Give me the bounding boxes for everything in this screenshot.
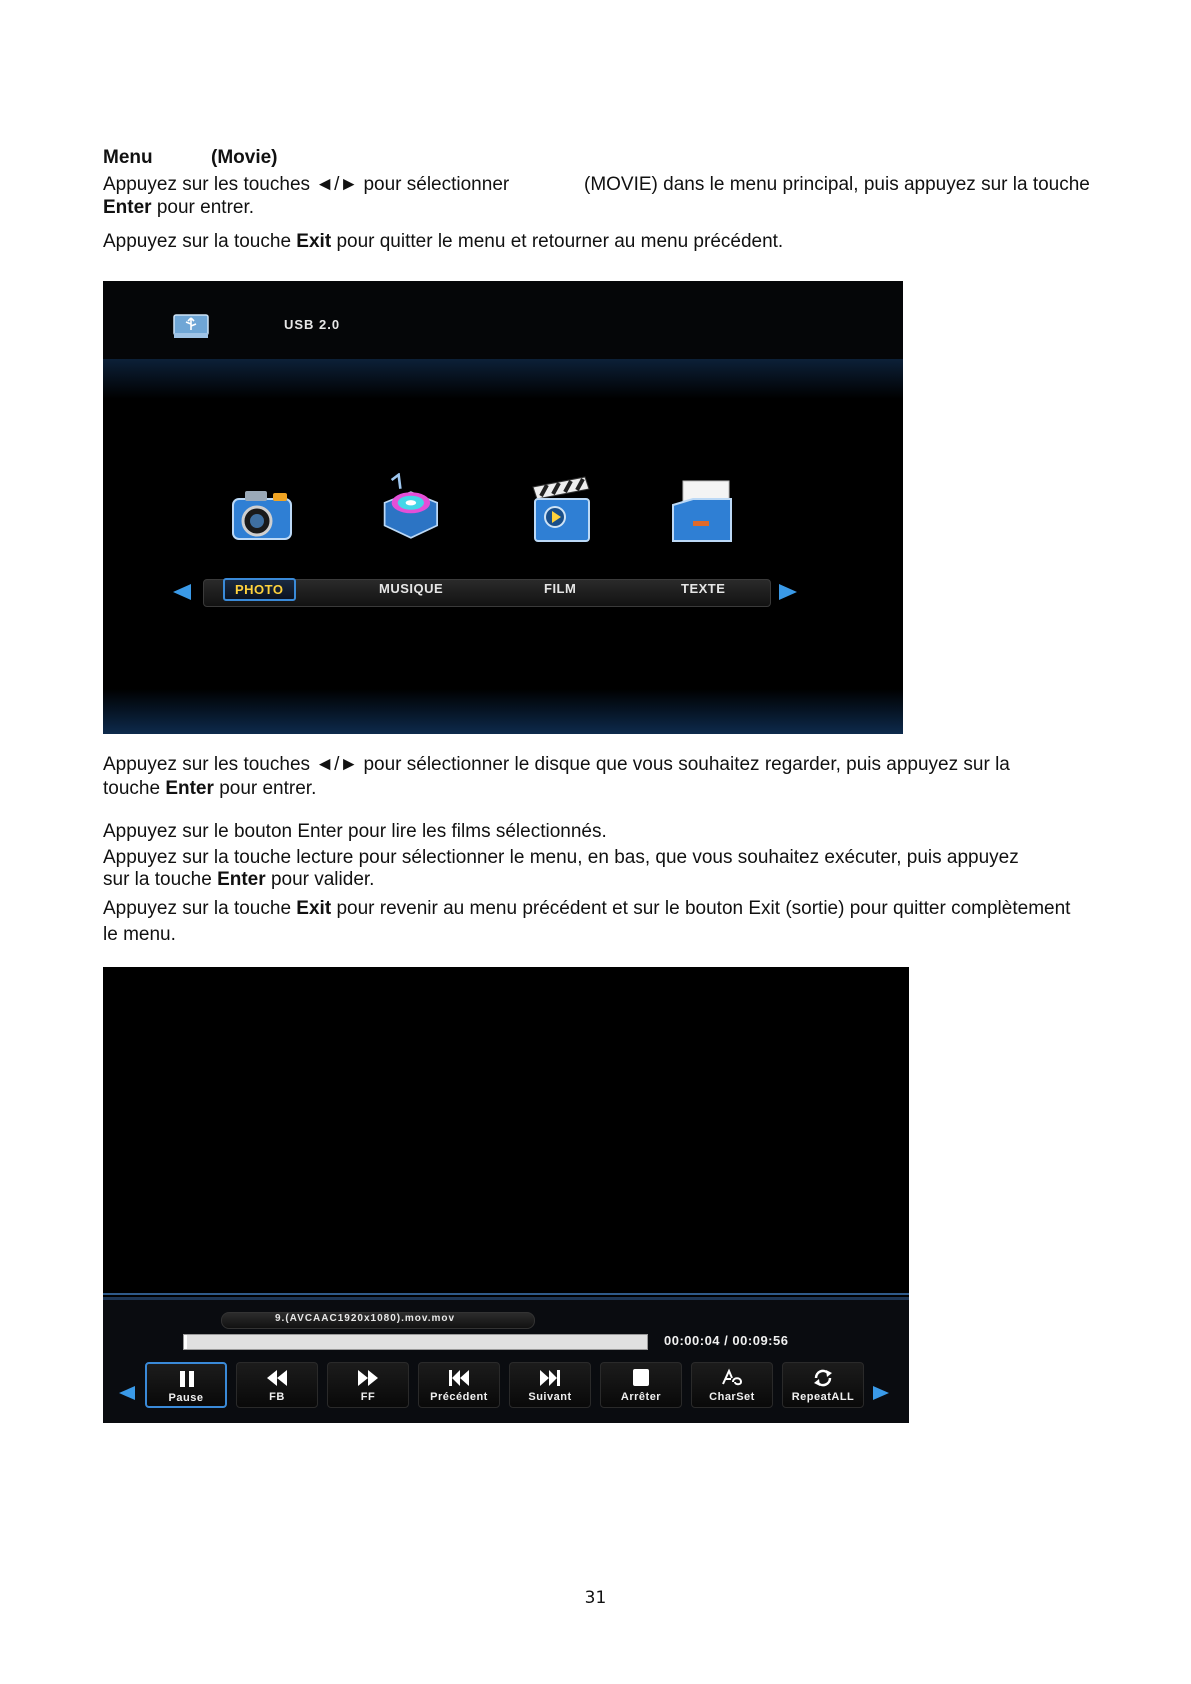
top-bar xyxy=(103,281,903,359)
progress-fill xyxy=(184,1335,187,1349)
bottom-glow-band xyxy=(103,689,903,734)
p6-text-a: Appuyez sur la touche xyxy=(103,898,292,919)
fast-forward-icon xyxy=(356,1368,380,1388)
pause-button[interactable] xyxy=(145,1362,227,1408)
p5-text-c: pour valider. xyxy=(270,869,375,890)
p3-text-b: touche xyxy=(103,778,161,799)
heading-movie: (Movie) xyxy=(211,147,278,168)
usb-menu-screenshot xyxy=(103,281,903,734)
category-film[interactable]: FILM xyxy=(544,581,577,596)
paragraph-1-line-1 xyxy=(103,173,509,196)
time-readout xyxy=(664,1333,788,1348)
ff-label: FF xyxy=(360,1391,376,1403)
p5-text-a: Appuyez sur la touche lecture pour sélectionner le menu, en bas, que vous souhaitez exécuter, puis appuyez xyxy=(103,847,1019,868)
section-heading xyxy=(103,146,278,169)
next-label: Suivant xyxy=(528,1391,572,1403)
p3-enter-bold: Enter xyxy=(165,778,214,799)
charset-icon xyxy=(720,1368,744,1388)
paragraph-5-line-1 xyxy=(103,846,1019,869)
p5-text-b: sur la touche xyxy=(103,869,212,890)
separator-line xyxy=(103,1293,909,1295)
p1-text-c: pour entrer. xyxy=(156,197,255,218)
p6-text-c: le menu. xyxy=(103,924,176,945)
time-separator: / xyxy=(724,1333,729,1348)
p3-text-c: pour entrer. xyxy=(219,778,317,799)
pause-label: Pause xyxy=(168,1392,204,1404)
fast-backward-button[interactable] xyxy=(236,1362,318,1408)
paragraph-5-line-2 xyxy=(103,868,374,891)
previous-label: Précédent xyxy=(430,1391,488,1403)
category-musique[interactable]: MUSIQUE xyxy=(379,581,444,596)
paragraph-2 xyxy=(103,230,783,253)
music-disc-icon xyxy=(375,473,445,543)
charset-label: CharSet xyxy=(709,1391,755,1403)
paragraph-6-line-2 xyxy=(103,923,176,946)
skip-next-icon xyxy=(538,1368,562,1388)
category-texte[interactable]: TEXTE xyxy=(681,581,726,596)
paragraph-3-line-2 xyxy=(103,777,316,800)
fb-label: FB xyxy=(269,1391,285,1403)
fast-forward-button[interactable] xyxy=(327,1362,409,1408)
time-elapsed: 00:00:04 xyxy=(664,1333,721,1348)
paragraph-4 xyxy=(103,820,607,843)
p1-text-b: (MOVIE) dans le menu principal, puis appuyez sur la touche xyxy=(584,174,1090,195)
repeat-all-button[interactable] xyxy=(782,1362,864,1408)
p3-text-a: Appuyez sur les touches ◄/► pour sélectionner le disque que vous souhaitez regarder, puis appuyez sur la xyxy=(103,754,1010,775)
stop-icon xyxy=(629,1368,653,1388)
paragraph-1-line-1b xyxy=(584,173,1090,196)
heading-menu: Menu xyxy=(103,147,153,168)
skip-previous-icon xyxy=(447,1368,471,1388)
document-folder-icon xyxy=(667,477,737,547)
repeat-all-label: RepeatALL xyxy=(791,1391,855,1403)
controls-right-arrow-icon[interactable] xyxy=(871,1385,891,1401)
p2-exit-bold: Exit xyxy=(296,231,332,252)
page-number: 31 xyxy=(584,1588,607,1608)
p1-enter-bold: Enter xyxy=(103,197,152,218)
p1-text-a: Appuyez sur les touches ◄/► pour sélectionner xyxy=(103,174,510,195)
pause-icon xyxy=(175,1369,199,1389)
p2-text-b: pour quitter le menu et retourner au menu précédent. xyxy=(336,231,784,252)
time-total: 00:09:56 xyxy=(732,1333,789,1348)
charset-button[interactable] xyxy=(691,1362,773,1408)
fast-backward-icon xyxy=(265,1368,289,1388)
paragraph-6-line-1 xyxy=(103,897,1070,920)
previous-button[interactable] xyxy=(418,1362,500,1408)
paragraph-1-line-2 xyxy=(103,196,254,219)
clapperboard-icon xyxy=(527,475,597,545)
next-button[interactable] xyxy=(509,1362,591,1408)
p6-text-b: pour revenir au menu précédent et sur le bouton Exit (sortie) pour quitter complètement xyxy=(336,898,1071,919)
scroll-left-arrow-icon[interactable] xyxy=(171,583,193,601)
usb-source-label: USB 2.0 xyxy=(284,317,341,332)
p4-text: Appuyez sur le bouton Enter pour lire les films sélectionnés. xyxy=(103,821,607,842)
controls-left-arrow-icon[interactable] xyxy=(117,1385,137,1401)
camera-icon xyxy=(227,481,297,551)
filename-label: 9.(AVCAAC1920x1080).mov.mov xyxy=(275,1313,456,1324)
stop-label: Arrêter xyxy=(620,1391,662,1403)
top-glow-band xyxy=(103,359,903,399)
progress-bar[interactable] xyxy=(183,1334,648,1350)
category-photo[interactable]: PHOTO xyxy=(223,578,296,601)
scroll-right-arrow-icon[interactable] xyxy=(777,583,799,601)
p5-enter-bold: Enter xyxy=(217,869,266,890)
movie-player-screenshot xyxy=(103,967,909,1423)
p6-exit-bold: Exit xyxy=(296,898,332,919)
usb-drive-icon xyxy=(173,313,209,339)
stop-button[interactable] xyxy=(600,1362,682,1408)
paragraph-3-line-1 xyxy=(103,753,1010,776)
p2-text-a: Appuyez sur la touche xyxy=(103,231,292,252)
repeat-icon xyxy=(811,1368,835,1388)
